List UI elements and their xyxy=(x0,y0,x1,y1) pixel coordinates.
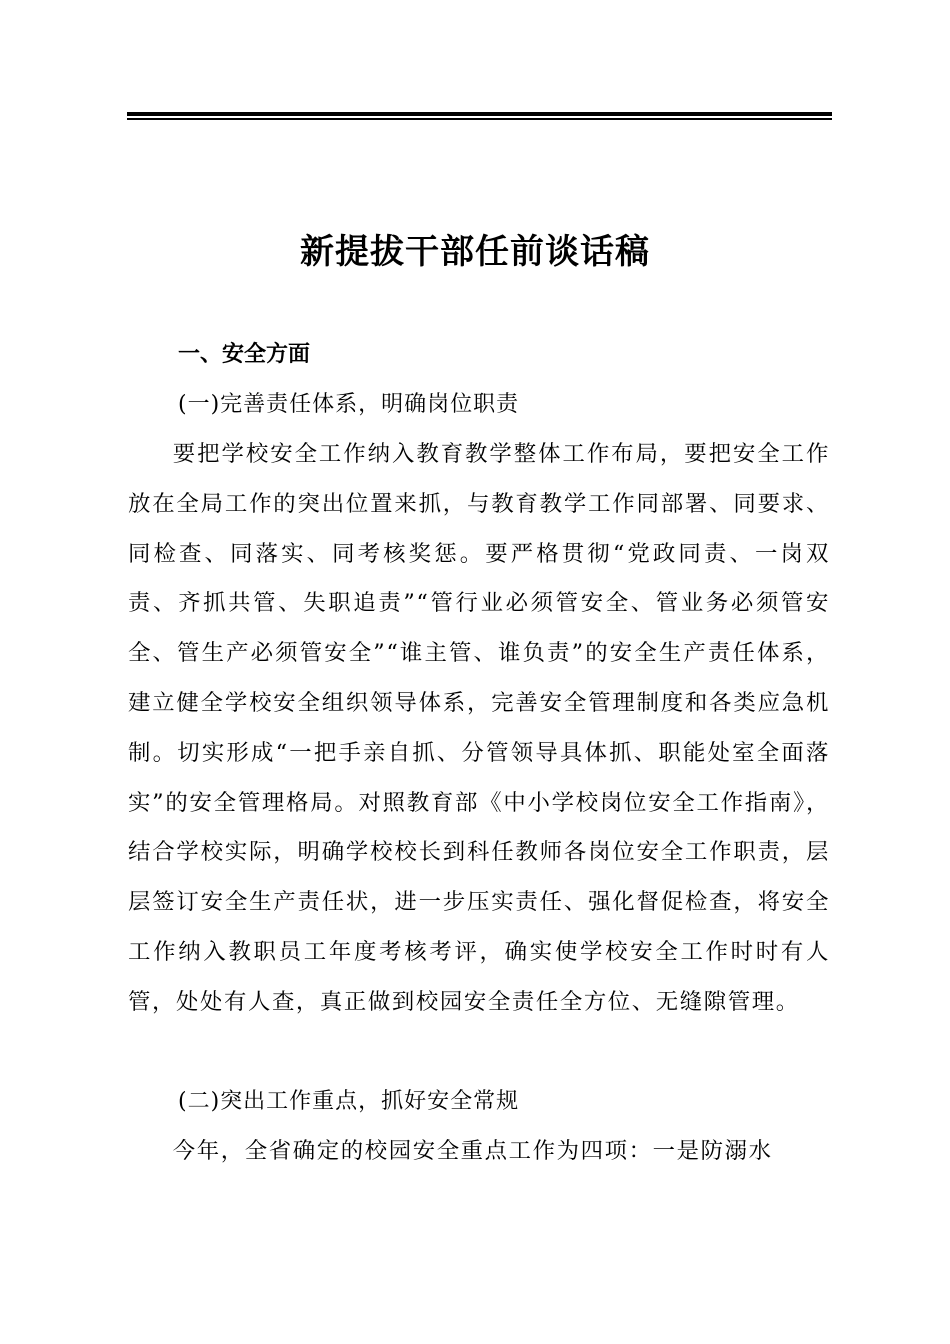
paragraph-responsibility-system: 要把学校安全工作纳入教育教学整体工作布局，要把安全工作放在全局工作的突出位置来抓，与教育教学工作同部署、同要求、同检查、同落实、同考核奖惩。要严格贯彻“党政同责、一岗双责、齐抓共管、失职追责”“管行业必须管安全、管业务必须管安全、管生产必须管安全”“谁主管、谁负责”的安全生产责任体系，建立健全学校安全组织领导体系，完善安全管理制度和各类应急机制。切实形成“一把手亲自抓、分管领导具体抓、职能处室全面落实”的安全管理格局。对照教育部《中小学校岗位安全工作指南》，结合学校实际，明确学校校长到科任教师各岗位安全工作职责，层层签订安全生产责任状，进一步压实责任、强化督促检查，将安全工作纳入教职员工年度考核考评，确实使学校安全工作时时有人管，处处有人查，真正做到校园安全责任全方位、无缝隙管理。 xyxy=(128,441,830,1015)
paragraph-safety-routine: 今年，全省确定的校园安全重点工作为四项：一是防溺水 xyxy=(172,1138,773,1164)
header-rule-thick xyxy=(127,112,832,116)
document-title: 新提拔干部任前谈话稿 xyxy=(300,232,650,272)
header-double-rule xyxy=(127,112,832,120)
subheading-responsibility-system: (一)完善责任体系，明确岗位职责 xyxy=(178,392,520,417)
subheading-safety-routine: (二)突出工作重点，抓好安全常规 xyxy=(178,1089,520,1114)
section-heading-safety: 一、安全方面 xyxy=(178,342,311,367)
header-rule-thin xyxy=(127,118,832,120)
